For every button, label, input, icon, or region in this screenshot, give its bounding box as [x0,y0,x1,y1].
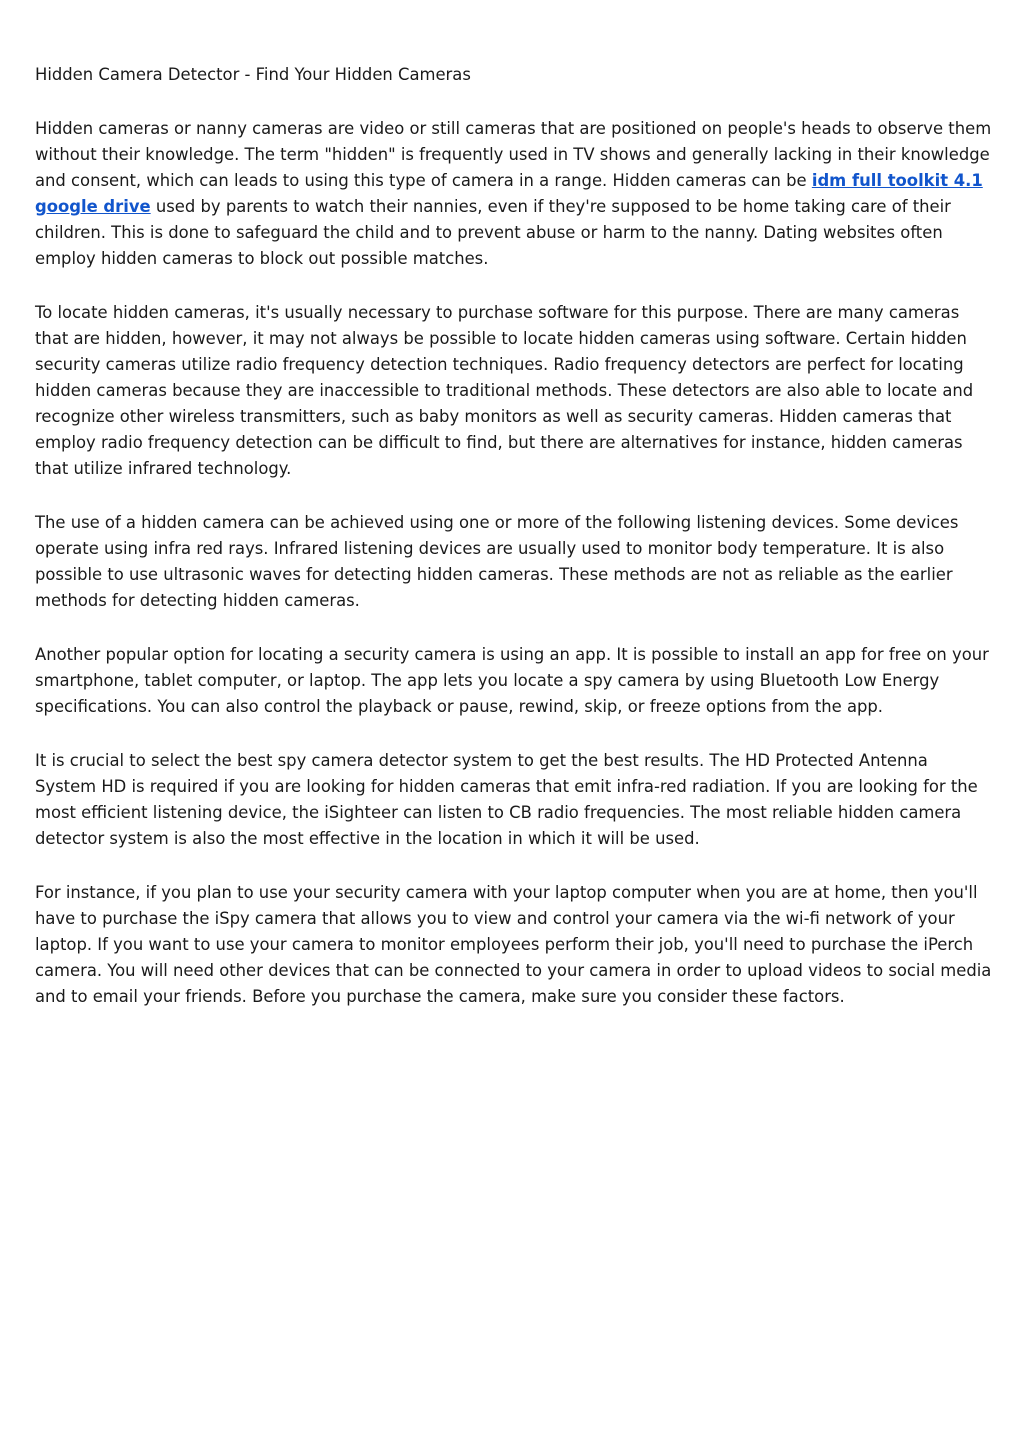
paragraph-intro-text-after: used by parents to watch their nannies, even if they're supposed to be home taking care of their children. This is done to safeguard the child and to prevent abuse or harm to the nanny. Dating websites often employ hidden cameras to block out possible matches. [35,197,951,268]
paragraph-locating: To locate hidden cameras, it's usually necessary to purchase software for this purpose. There are many cameras that are hidden, however, it may not always be possible to locate hidden cameras using software. Certain hidden security cameras utilize radio frequency detection techniques. Radio frequency detectors are perfect for locating hidden cameras because they are inaccessible to traditional methods. These detectors are also able to locate and recognize other wireless transmitters, such as baby monitors as well as security cameras. Hidden cameras that employ radio frequency detection can be difficult to find, but there are alternatives for instance, hidden cameras that utilize infrared technology. [35,303,974,478]
paragraph-intro [35,116,993,272]
paragraph-intro-text-before: Hidden cameras or nanny cameras are video or still cameras that are positioned on people's heads to observe them without their knowledge. The term "hidden" is frequently used in TV shows and generally lacking in their knowledge and consent, which can leads to using this type of camera in a range. Hidden cameras can be [35,119,992,190]
paragraph-detector-system: It is crucial to select the best spy camera detector system to get the best results. The HD Protected Antenna System HD is required if you are looking for hidden cameras that emit infra-red radiation. If you are looking for the most efficient listening device, the iSighteer can listen to CB radio frequencies. The most reliable hidden camera detector system is also the most effective in the location in which it will be used. [35,751,978,848]
paragraph-purchase-factors: For instance, if you plan to use your security camera with your laptop computer when you are at home, then you'll have to purchase the iSpy camera that allows you to view and control your camera via the wi-fi network of your laptop. If you want to use your camera to monitor employees perform their job, you'll need to purchase the iPerch camera. You will need other devices that can be connected to your camera in order to upload videos to social media and to email your friends. Before you purchase the camera, make sure you consider these factors. [35,883,992,1006]
paragraph-app-option: Another popular option for locating a security camera is using an app. It is possible to install an app for free on your smartphone, tablet computer, or laptop. The app lets you locate a spy camera by using Bluetooth Low Energy specifications. You can also control the playback or pause, rewind, skip, or freeze options from the app. [35,645,989,716]
idm-toolkit-link[interactable]: idm full toolkit 4.1 google drive [35,171,983,216]
paragraph-listening-devices: The use of a hidden camera can be achieved using one or more of the following listening devices. Some devices operate using infra red rays. Infrared listening devices are usually used to monitor body temperature. It is also possible to use ultrasonic waves for detecting hidden cameras. These methods are not as reliable as the earlier methods for detecting hidden cameras. [35,513,959,610]
document-body [35,62,993,1038]
document-title: Hidden Camera Detector - Find Your Hidden Cameras [35,65,471,84]
